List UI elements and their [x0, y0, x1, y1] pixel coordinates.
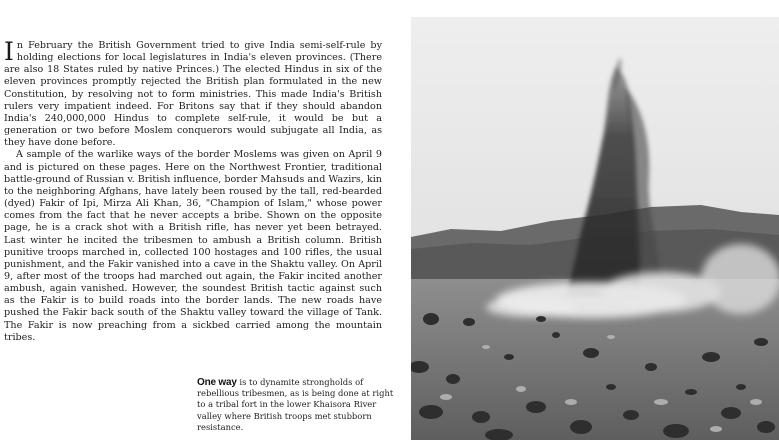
article-body [4, 37, 382, 344]
article-paragraph-2: A sample of the warlike ways of the border Moslems was given on April 9 and is pictured on these pages. Here on the Northwest Frontier, traditional battle-ground of Russian v. British influence, border Mahsuds and Wazirs, kin to the neighboring Afghans, have lately been roused by the tall, red-bearded (dyed) Fakir of Ipi, Mirza Ali Khan, 36, "Champion of Islam," whose power comes from the fact that he never accepts a bribe. Shown on the opposite page, he is a crack shot with a British rifle, has never yet been betrayed. Last winter he incited the tribesmen to ambush a British column. British punitive troops marched in, collected 100 hostages and 100 rifles, the usual punishment, and the Fakir vanished into a cave in the Shaktu valley. On April 9, after most of the troops had marched out again, the Fakir incited another ambush, again vanished. However, the soundest British tactic against such as the Fakir is to build roads into the border lands. The new roads have pushed the Fakir back south of the Shaktu valley toward the village of Tank. The Fakir is now preaching from a sickbed carried among the mountain tribes. [4, 149, 382, 343]
article-paragraph-1 [4, 37, 382, 149]
explosion-photo [411, 17, 779, 440]
photo-caption [197, 377, 397, 433]
paragraph-1-text: n February the British Government tried to give India semi-self-rule by holding elections for local legislatures in India's eleven provinces. (There are also 18 States ruled by native Princes.) The elected Hindus in six of the eleven provinces promptly rejected the British plan formulated in the new Constitution, by resolving not to form ministries. This made India's British rulers very impatient indeed. For Britons say that if they should abandon India's 240,000,000 Hindus to complete self-rule, it would be but a generation or two before Moslem conquerors would subjugate all India, as they have done before. [4, 40, 382, 149]
drop-cap: I [4, 37, 14, 66]
explosion-photo-icon [411, 17, 779, 440]
caption-lead: One way [197, 377, 237, 388]
caption-text: is to dynamite strongholds of rebellious tribesmen, as is being done at right to a tribal fort in the lower Khaisora River valley where British troops met stubborn resistance. [197, 377, 394, 432]
